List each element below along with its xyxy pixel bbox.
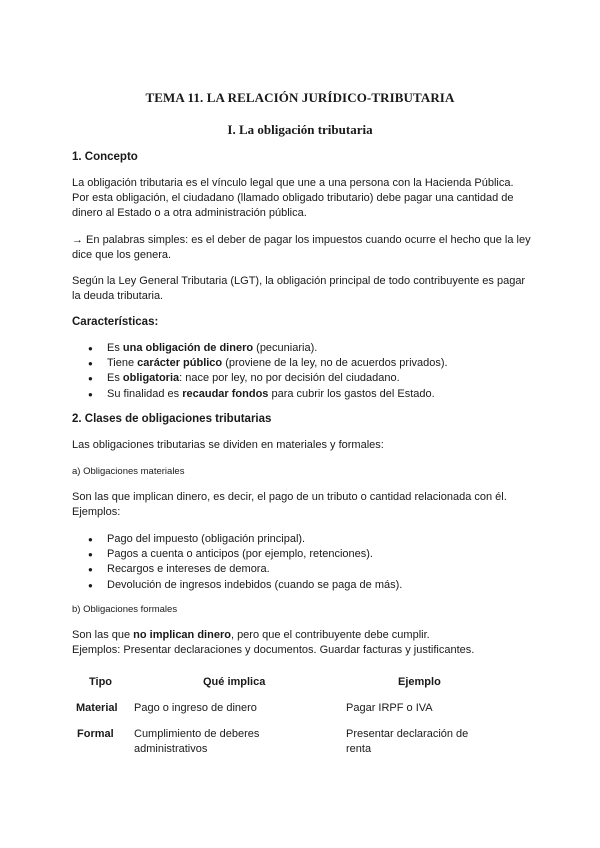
table-header-que-implica: Qué implica — [203, 676, 266, 688]
list-item: ● Pagos a cuenta o anticipos (por ejemplo, retenciones). — [72, 547, 532, 562]
list-item: ● Tiene carácter público (proviene de la ley, no de acuerdos privados). — [72, 356, 532, 371]
table-cell: Presentar declaración de renta — [346, 728, 469, 756]
list-item: ● Pago del impuesto (obligación principal). — [72, 532, 532, 547]
section-subtitle: I. La obligación tributaria — [227, 122, 373, 137]
table-cell: Material — [76, 702, 118, 714]
list-item: ● Es obligatoria: nace por ley, no por decisión del ciudadano. — [72, 371, 532, 386]
table-header-tipo: Tipo — [89, 676, 113, 688]
classes-heading: 2. Clases de obligaciones tributarias — [72, 413, 272, 425]
simple-words-paragraph: → En palabras simples: es el deber de pagar los impuestos cuando ocurre el hecho que la ley dice que los genera. — [72, 234, 531, 262]
list-item: ● Es una obligación de dinero (pecuniaria). — [72, 341, 532, 356]
lgt-paragraph: Según la Ley General Tributaria (LGT), la obligación principal de todo contribuyente es pagar la deuda tributaria. — [72, 275, 526, 303]
table-cell: Pagar IRPF o IVA — [346, 702, 433, 714]
list-item: ● Su finalidad es recaudar fondos para cubrir los gastos del Estado. — [72, 387, 532, 402]
material-obligations-paragraph: Son las que implican dinero, es decir, el pago de un tributo o cantidad relacionada con él. Ejemplos: — [72, 491, 507, 519]
formal-obligations-paragraph: Son las que no implican dinero, pero que el contribuyente debe cumplir. Ejemplos: Presentar declaraciones y documentos. Guardar facturas y justificantes. — [72, 629, 475, 657]
formal-obligations-heading: b) Obligaciones formales — [72, 604, 178, 615]
table-header-ejemplo: Ejemplo — [398, 676, 441, 688]
material-obligations-heading: a) Obligaciones materiales — [72, 466, 185, 477]
features-heading: Características: — [72, 316, 159, 328]
table-cell: Cumplimiento de deberes administrativos — [134, 728, 260, 756]
table-cell: Pago o ingreso de dinero — [134, 702, 257, 714]
material-examples-list — [72, 532, 532, 593]
list-item: ● Recargos e intereses de demora. — [72, 562, 532, 577]
concept-paragraph: La obligación tributaria es el vínculo legal que une a una persona con la Hacienda Pública. Por esta obligación, el ciudadano (llamado obligado tributario) debe pagar una cantidad de dinero al Estado o a otra administración pública. — [72, 177, 514, 220]
obligations-table — [72, 676, 532, 766]
table-cell: Formal — [77, 728, 114, 740]
features-list — [72, 341, 532, 402]
concept-heading: 1. Concepto — [72, 151, 138, 163]
classes-intro: Las obligaciones tributarias se dividen en materiales y formales: — [72, 439, 384, 451]
list-item: ● Devolución de ingresos indebidos (cuando se paga de más). — [72, 578, 532, 593]
document-title: TEMA 11. LA RELACIÓN JURÍDICO-TRIBUTARIA — [145, 90, 455, 105]
